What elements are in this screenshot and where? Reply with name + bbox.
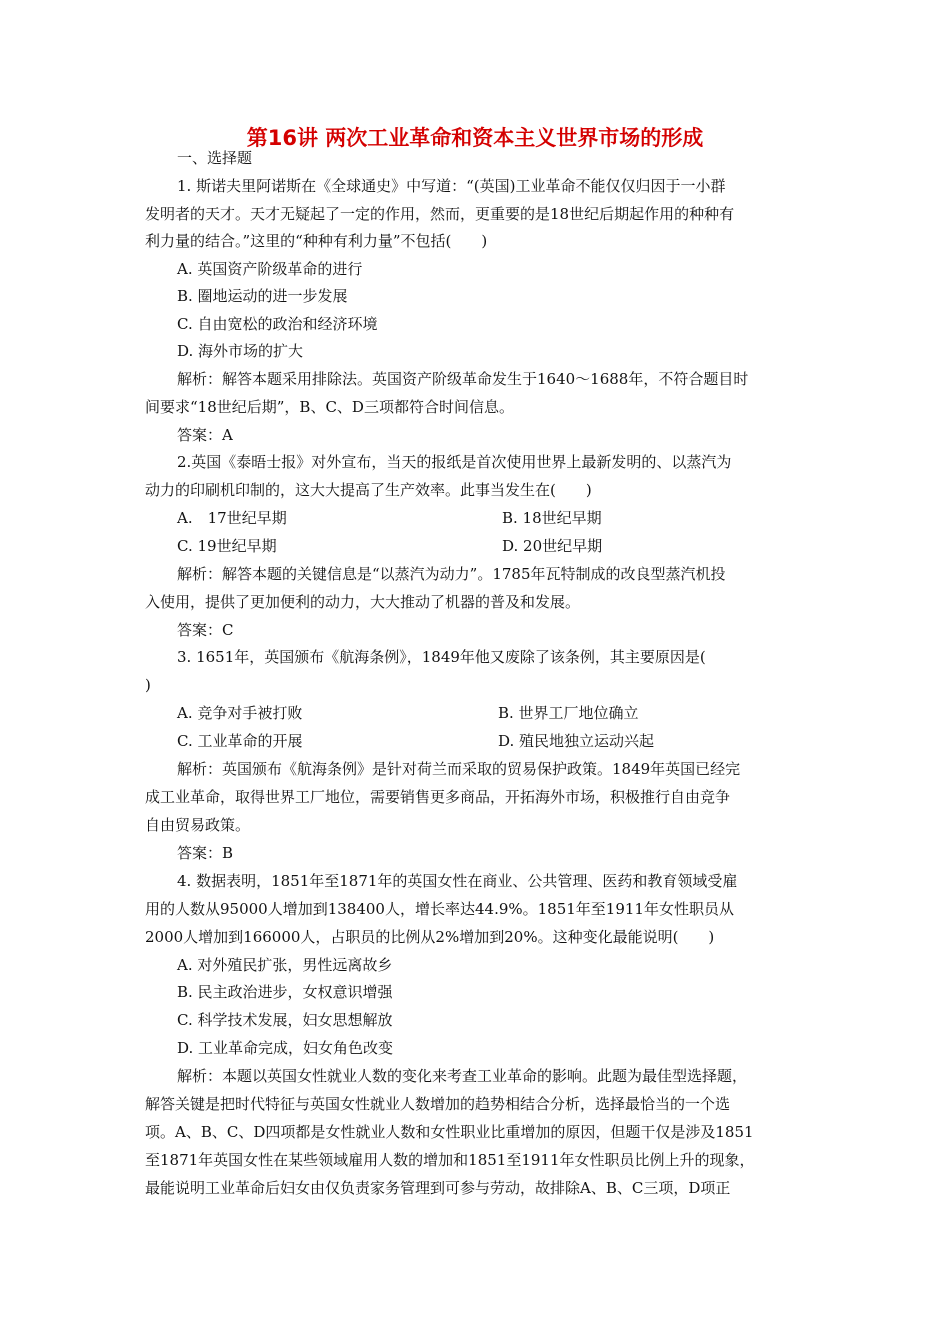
q1-answer: 答案：A bbox=[177, 426, 233, 444]
q3-option-a: A. 竞争对手被打败 bbox=[177, 704, 303, 722]
q1-option-b: B. 圈地运动的进一步发展 bbox=[177, 287, 348, 305]
q4-analysis-line: 解析：本题以英国女性就业人数的变化来考查工业革命的影响。此题为最佳型选择题， bbox=[177, 1067, 748, 1085]
q4-stem-line: 2000人增加到166000人，占职员的比例从2%增加到20%。这种变化最能说明( ) bbox=[145, 928, 715, 946]
page-title: 第16讲 两次工业革命和资本主义世界市场的形成 bbox=[246, 126, 704, 150]
q2-answer: 答案：C bbox=[177, 621, 234, 639]
q4-option-c: C. 科学技术发展，妇女思想解放 bbox=[177, 1011, 393, 1029]
q3-option-b: B. 世界工厂地位确立 bbox=[498, 704, 639, 722]
q2-option-c: C. 19世纪早期 bbox=[177, 537, 277, 555]
q3-option-c: C. 工业革命的开展 bbox=[177, 732, 303, 750]
q3-analysis-line: 自由贸易政策。 bbox=[145, 816, 251, 834]
q1-stem-line: 发明者的天才。天才无疑起了一定的作用，然而，更重要的是18世纪后期起作用的种种有 bbox=[145, 205, 735, 223]
q4-analysis-line: 解答关键是把时代特征与英国女性就业人数增加的趋势相结合分析，选择最恰当的一个选 bbox=[145, 1095, 731, 1113]
q4-option-b: B. 民主政治进步，女权意识增强 bbox=[177, 983, 393, 1001]
q4-analysis-line: 最能说明工业革命后妇女由仅负责家务管理到可参与劳动，故排除A、B、C三项，D项正 bbox=[145, 1179, 731, 1197]
q4-analysis-line: 至1871年英国女性在某些领域雇用人数的增加和1851至1911年女性职员比例上升的现象， bbox=[145, 1151, 755, 1169]
q4-option-d: D. 工业革命完成，妇女角色改变 bbox=[177, 1039, 394, 1057]
q3-analysis-line: 成工业革命，取得世界工厂地位，需要销售更多商品，开拓海外市场，积极推行自由竞争 bbox=[145, 788, 731, 806]
q4-stem-line: 4. 数据表明，1851年至1871年的英国女性在商业、公共管理、医药和教育领域受雇 bbox=[177, 872, 738, 890]
q1-analysis-line: 解析：解答本题采用排除法。英国资产阶级革命发生于1640～1688年，不符合题目时 bbox=[177, 370, 749, 388]
q3-stem-line: 3. 1651年，英国颁布《航海条例》，1849年他又废除了该条例，其主要原因是( bbox=[177, 648, 706, 666]
q2-stem-line: 2.英国《泰晤士报》对外宣布，当天的报纸是首次使用世界上最新发明的、以蒸汽为 bbox=[177, 453, 732, 471]
q1-option-d: D. 海外市场的扩大 bbox=[177, 342, 304, 360]
q2-stem-line: 动力的印刷机印制的，这大大提高了生产效率。此事当发生在( ) bbox=[145, 481, 592, 499]
q4-stem-line: 用的人数从95000人增加到138400人，增长率达44.9%。1851年至1911年女性职员从 bbox=[145, 900, 734, 918]
q3-stem-line: ) bbox=[145, 676, 151, 694]
q4-option-a: A. 对外殖民扩张，男性远离故乡 bbox=[177, 956, 393, 974]
q1-stem-line: 利力量的结合。”这里的“种种有利力量”不包括( ) bbox=[145, 232, 488, 250]
q2-option-d: D. 20世纪早期 bbox=[502, 537, 603, 555]
section-heading: 一、选择题 bbox=[177, 149, 253, 167]
q3-analysis-line: 解析：英国颁布《航海条例》是针对荷兰而采取的贸易保护政策。1849年英国已经完 bbox=[177, 760, 741, 778]
q2-option-b: B. 18世纪早期 bbox=[502, 509, 602, 527]
q3-answer: 答案：B bbox=[177, 844, 234, 862]
q3-option-d: D. 殖民地独立运动兴起 bbox=[498, 732, 655, 750]
q2-analysis-line: 解析：解答本题的关键信息是“以蒸汽为动力”。1785年瓦特制成的改良型蒸汽机投 bbox=[177, 565, 726, 583]
q4-analysis-line: 项。A、B、C、D四项都是女性就业人数和女性职业比重增加的原因，但题干仅是涉及1851 bbox=[145, 1123, 754, 1141]
q2-option-a: A. 17世纪早期 bbox=[177, 509, 287, 527]
q1-stem-line: 1. 斯诺夫里阿诺斯在《全球通史》中写道：“(英国)工业革命不能仅仅归因于一小群 bbox=[177, 177, 726, 195]
q1-option-a: A. 英国资产阶级革命的进行 bbox=[177, 260, 363, 278]
q1-option-c: C. 自由宽松的政治和经济环境 bbox=[177, 315, 378, 333]
q1-analysis-line: 间要求“18世纪后期”，B、C、D三项都符合时间信息。 bbox=[145, 398, 514, 416]
q2-analysis-line: 入使用，提供了更加便利的动力，大大推动了机器的普及和发展。 bbox=[145, 593, 581, 611]
